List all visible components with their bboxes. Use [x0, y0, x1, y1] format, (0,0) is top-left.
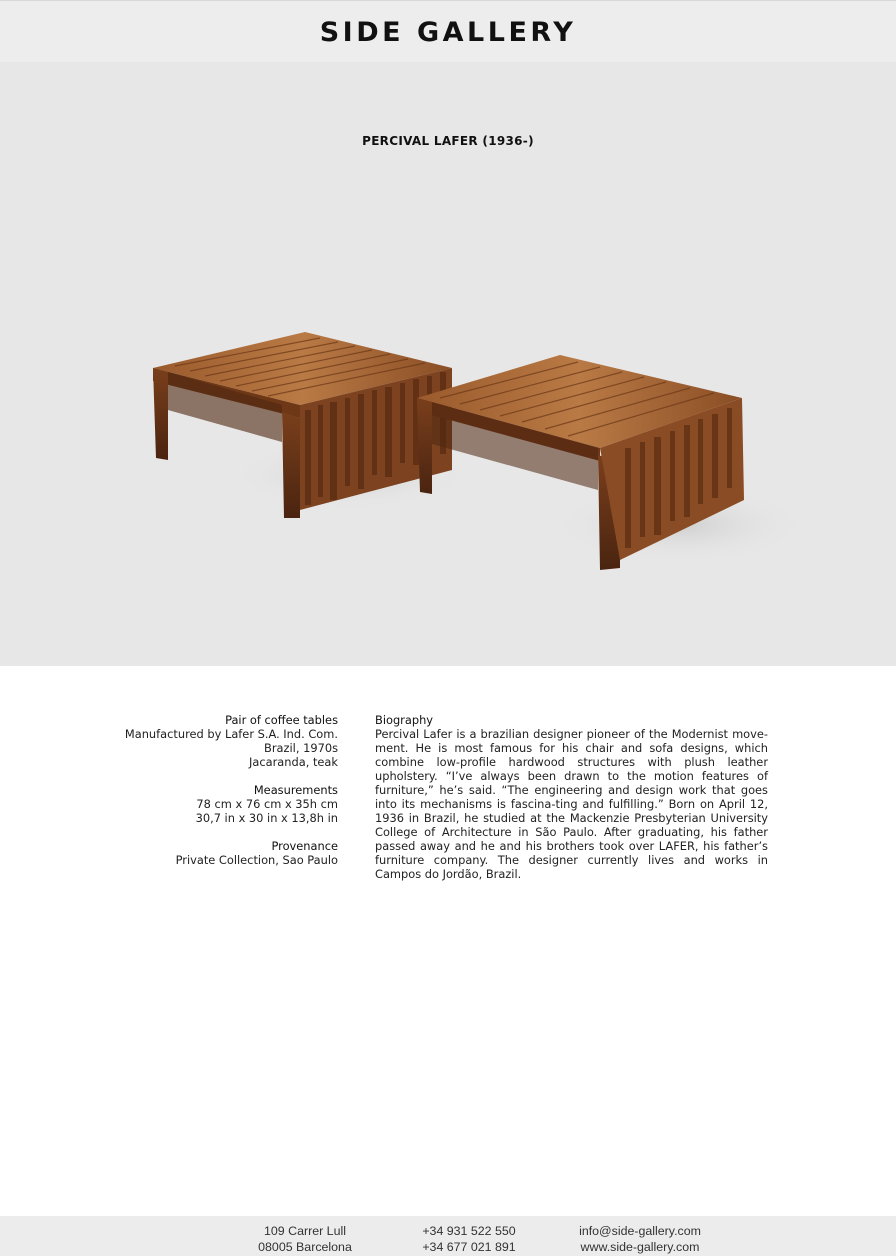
biography-label: Biography: [375, 713, 434, 727]
provenance-label: Provenance: [271, 839, 338, 853]
page-header: [0, 0, 896, 63]
page-footer: [0, 1216, 896, 1256]
measurements-cm: 78 cm x 76 cm x 35h cm: [196, 797, 338, 811]
website-link[interactable]: www.side-gallery.com: [580, 1240, 700, 1254]
address-line-1: 109 Carrer Lull: [264, 1224, 346, 1238]
manufacturer-text: Manufactured by Lafer S.A. Ind. Com.: [124, 727, 338, 741]
footer-address: [250, 1223, 360, 1255]
gallery-brand-title: SIDE GALLERY: [319, 16, 577, 48]
coffee-tables-photo: [0, 62, 896, 666]
footer-phones: [408, 1223, 530, 1255]
biography-text: Percival Lafer is a brazilian designer pioneer of the Modernist move-ment. He is most famous for his chair and sofa designs, which combine low-profile hardwood structures with plush leather upholstery. “I’ve always been drawn to the motion features of furniture,” he’s said. “The engineering and design work that goes into its mechanisms is fascina-ting and fulfilling.” Born on April 12, 1936 in Brazil, he studied at the Mackenzie Presbyterian University College of Architecture in São Paulo. After graduating, his father passed away and he and his brothers took over LAFER, his father’s furniture company. The designer currently lives and works in Campos do Jordão, Brazil.: [375, 727, 768, 881]
phone-1[interactable]: +34 931 522 550: [422, 1224, 516, 1238]
address-line-2: 08005 Barcelona: [258, 1240, 352, 1254]
measurements-block: [100, 783, 338, 825]
product-specs: [100, 713, 338, 881]
provenance-text: Private Collection, Sao Paulo: [175, 853, 338, 867]
artist-name: PERCIVAL LAFER (1936-): [362, 134, 534, 148]
product-title: Pair of coffee tables: [225, 713, 338, 727]
phone-2[interactable]: +34 677 021 891: [422, 1240, 516, 1254]
materials-text: Jacaranda, teak: [249, 755, 338, 769]
footer-contact: [570, 1223, 710, 1255]
product-details-block: [100, 713, 338, 769]
provenance-block: [100, 839, 338, 867]
email-link[interactable]: info@side-gallery.com: [579, 1224, 701, 1238]
measurements-label: Measurements: [253, 783, 338, 797]
origin-text: Brazil, 1970s: [264, 741, 338, 755]
biography-section: [375, 713, 768, 881]
product-photo-area: [0, 62, 896, 666]
measurements-in: 30,7 in x 30 in x 13,8h in: [195, 811, 338, 825]
